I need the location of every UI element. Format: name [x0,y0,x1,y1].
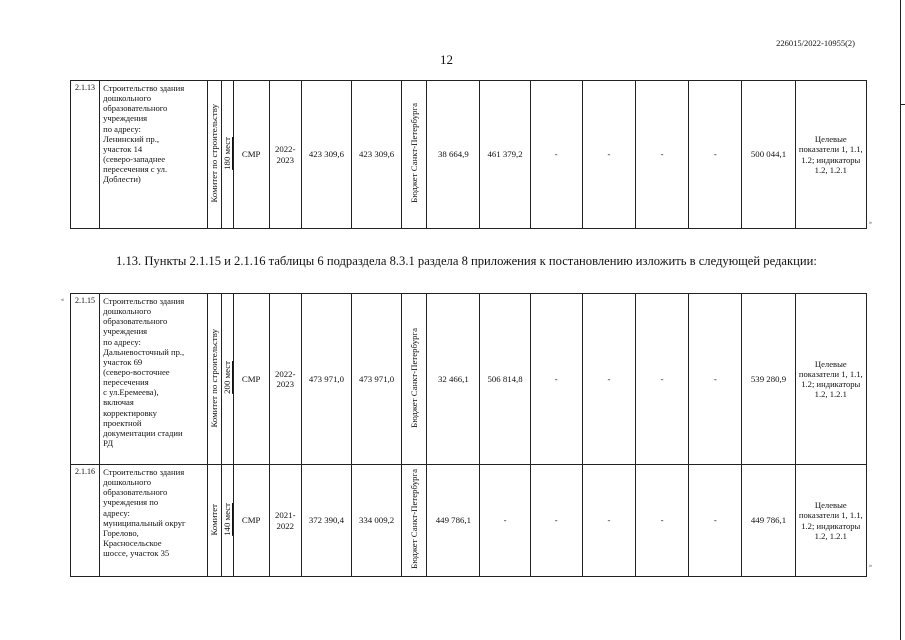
cost-total: 372 390,4 [301,465,351,577]
name-line: включая [103,397,134,408]
target-indicators: Целевые показатели 1, 1.1, 1.2; индикаторы 1.2, 1.2.1 [795,81,866,229]
table-item-2-1-13 [70,80,867,229]
capacity: 140 мест [221,502,232,536]
name-line: Строительство здания [103,296,185,306]
name-line: образовательного [103,103,168,114]
work-type: СМР [233,465,269,577]
year-value: - [636,81,689,229]
name-line: пересечения [103,377,149,388]
name-line: Красносельское [103,537,162,548]
work-type: СМР [233,294,269,465]
row-number: 2.1.13 [71,81,100,229]
name-line: Строительство здания [103,83,185,93]
capacity-cell [221,81,233,229]
name-line: (северо-западнее [103,153,166,164]
opening-quote-mark: « [61,297,64,303]
name-line: по адресу: [103,336,141,347]
year-value: - [689,81,742,229]
name-line: учреждения по [103,497,159,508]
table-row [71,465,867,577]
responsible-cell [207,81,221,229]
name-line: проектной [103,417,142,428]
name-line: пересечения с ул. [103,164,168,175]
year-value: - [582,465,635,577]
name-line: муниципальный округ [103,517,186,528]
object-name [100,294,207,465]
capacity-cell [221,465,233,577]
total-value: 539 280,9 [742,294,795,465]
responsible-cell [207,465,221,577]
year-value: 38 664,9 [427,81,480,229]
table-items-2-1-15-16 [70,293,867,577]
year-value: - [530,81,582,229]
capacity-cell [221,294,233,465]
year-value: - [689,465,742,577]
funding-source: Бюджет Санкт-Петербурга [409,327,420,428]
funding-source: Бюджет Санкт-Петербурга [409,103,420,204]
closing-quote-mark: » [869,563,872,569]
name-line: участок 14 [103,143,143,154]
total-value: 449 786,1 [742,465,795,577]
responsible-org: Комитет по строительству [208,328,219,428]
table-row [71,294,867,465]
period: 2022-2023 [269,81,301,229]
year-value: - [689,294,742,465]
name-line: с ул.Еремеева), [103,387,159,398]
year-value: - [530,465,582,577]
total-value: 500 044,1 [742,81,795,229]
source-cell [402,465,427,577]
name-line: Ленинский пр., [103,133,160,144]
name-line: документации стадии [103,427,183,438]
name-line: образовательного [103,487,168,498]
year-value: - [582,81,635,229]
responsible-cell [207,294,221,465]
name-line: дошкольного [103,93,152,104]
amendment-paragraph: 1.13. Пункты 2.1.15 и 2.1.16 таблицы 6 подраздела 8.3.1 раздела 8 приложения к постановлению изложить в следующей редакции: [116,254,817,268]
name-line: по адресу: [103,123,141,134]
work-type: СМР [233,81,269,229]
name-line: Доблести) [103,174,141,185]
name-line: Строительство здания [103,467,185,477]
year-value: 506 814,8 [480,294,530,465]
row-number: 2.1.16 [71,465,100,577]
cost-remaining: 473 971,0 [352,294,402,465]
name-line: Дальневосточный пр., [103,346,185,357]
source-cell [402,294,427,465]
cost-remaining: 334 009,2 [352,465,402,577]
capacity: 180 мест [221,136,232,170]
year-value: - [582,294,635,465]
border-tick [900,104,905,105]
page-number: 12 [440,52,453,67]
document-number: 226015/2022-10955(2) [776,38,855,48]
object-name [100,81,207,229]
name-line: шоссе, участок 35 [103,548,170,559]
year-value: - [530,294,582,465]
responsible-org: Комитет по строительству [208,104,219,203]
name-line: учреждения [103,326,148,337]
name-line: (северо-восточнее [103,366,170,377]
source-cell [402,81,427,229]
name-line: корректировку [103,407,157,418]
year-value: 461 379,2 [480,81,530,229]
table-row [71,81,867,229]
cost-remaining: 423 309,6 [352,81,402,229]
responsible-org: Комитет [208,503,219,536]
name-line: образовательного [103,316,168,327]
funding-source: Бюджет Санкт-Петербурга [409,469,420,570]
year-value: - [480,465,530,577]
object-name [100,465,207,577]
name-line: дошкольного [103,477,152,488]
capacity: 200 мест [221,361,232,395]
name-line: Горелово, [103,527,139,538]
year-value: - [636,465,689,577]
name-line: участок 69 [103,356,143,367]
closing-quote-mark: » [869,220,872,226]
cost-total: 473 971,0 [301,294,351,465]
cost-total: 423 309,6 [301,81,351,229]
year-value: 449 786,1 [427,465,480,577]
year-value: 32 466,1 [427,294,480,465]
name-line: учреждения [103,113,148,124]
period: 2022-2023 [269,294,301,465]
period: 2021-2022 [269,465,301,577]
name-line: адресу: [103,507,130,518]
target-indicators: Целевые показатели 1, 1.1, 1.2; индикаторы 1.2, 1.2.1 [795,294,866,465]
row-number: 2.1.15 [71,294,100,465]
right-page-border [900,0,901,640]
name-line: дошкольного [103,306,152,317]
year-value: - [636,294,689,465]
name-line: РД [103,437,114,448]
target-indicators: Целевые показатели 1, 1.1, 1.2; индикаторы 1.2, 1.2.1 [795,465,866,577]
